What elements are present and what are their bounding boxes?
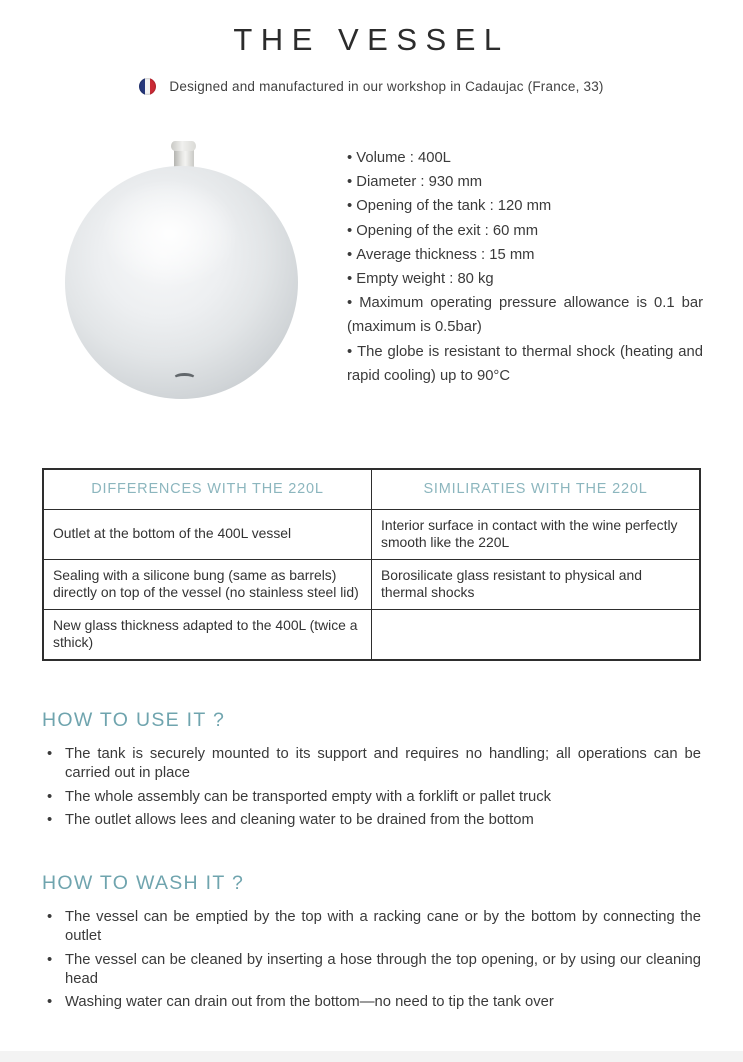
comparison-table	[42, 468, 701, 661]
page-bottom-shade	[0, 1051, 743, 1062]
how-to-wash-section	[0, 872, 743, 1012]
how-to-wash-heading: HOW TO WASH IT ?	[42, 872, 245, 895]
page-subtitle: Designed and manufactured in our workshop in Cadaujac (France, 33)	[169, 79, 604, 94]
french-flag-icon	[139, 78, 156, 95]
vessel-outlet-mark	[173, 373, 196, 384]
spec-item: • Volume : 400L	[347, 146, 703, 170]
product-overview-section	[0, 135, 743, 410]
list-item: • The tank is securely mounted to its support and requires no handling; all operations can be carried out in place	[42, 745, 701, 783]
spec-list	[347, 146, 703, 410]
similarity-cell: Borosilicate glass resistant to physical and thermal shocks	[372, 559, 701, 609]
difference-cell: New glass thickness adapted to the 400L (twice a sthick)	[43, 609, 372, 660]
page-title: THE VESSEL	[233, 22, 510, 57]
comparison-table-head	[43, 469, 700, 509]
table-header-differences: DIFFERENCES WITH THE 220L	[43, 469, 372, 509]
spec-item: • Empty weight : 80 kg	[347, 267, 703, 291]
how-to-use-heading: HOW TO USE IT ?	[42, 709, 226, 732]
table-row	[43, 509, 700, 559]
list-item: • The whole assembly can be transported empty with a forklift or pallet truck	[42, 788, 701, 807]
spec-item: • The globe is resistant to thermal shock (heating and rapid cooling) up to 90°C	[347, 340, 703, 388]
similarity-cell: Interior surface in contact with the wine perfectly smooth like the 220L	[372, 509, 701, 559]
spec-item: • Maximum operating pressure allowance is 0.1 bar (maximum is 0.5bar)	[347, 291, 703, 339]
difference-cell: Sealing with a silicone bung (same as barrels) directly on top of the vessel (no stainless steel lid)	[43, 559, 372, 609]
product-image	[40, 135, 345, 410]
vessel-neck-cap	[171, 141, 196, 151]
how-to-use-section	[0, 709, 743, 830]
vessel-globe	[65, 166, 298, 399]
spec-item: • Opening of the exit : 60 mm	[347, 219, 703, 243]
subtitle-row	[0, 78, 743, 95]
similarity-cell	[372, 609, 701, 660]
list-item: • The vessel can be cleaned by inserting a hose through the top opening, or by using our cleaning head	[42, 951, 701, 989]
list-item: • Washing water can drain out from the bottom—no need to tip the tank over	[42, 993, 701, 1012]
spec-item: • Average thickness : 15 mm	[347, 243, 703, 267]
list-item: • The outlet allows lees and cleaning water to be drained from the bottom	[42, 811, 701, 830]
spec-item: • Opening of the tank : 120 mm	[347, 194, 703, 218]
comparison-table-body	[43, 509, 700, 660]
table-header-similarities: SIMILIRATIES WITH THE 220L	[372, 469, 701, 509]
how-to-wash-list	[42, 908, 701, 1012]
table-row	[43, 609, 700, 660]
spec-item: • Diameter : 930 mm	[347, 170, 703, 194]
list-item: • The vessel can be emptied by the top with a racking cane or by the bottom by connecting the outlet	[42, 908, 701, 946]
difference-cell: Outlet at the bottom of the 400L vessel	[43, 509, 372, 559]
table-row	[43, 559, 700, 609]
how-to-use-list	[42, 745, 701, 830]
